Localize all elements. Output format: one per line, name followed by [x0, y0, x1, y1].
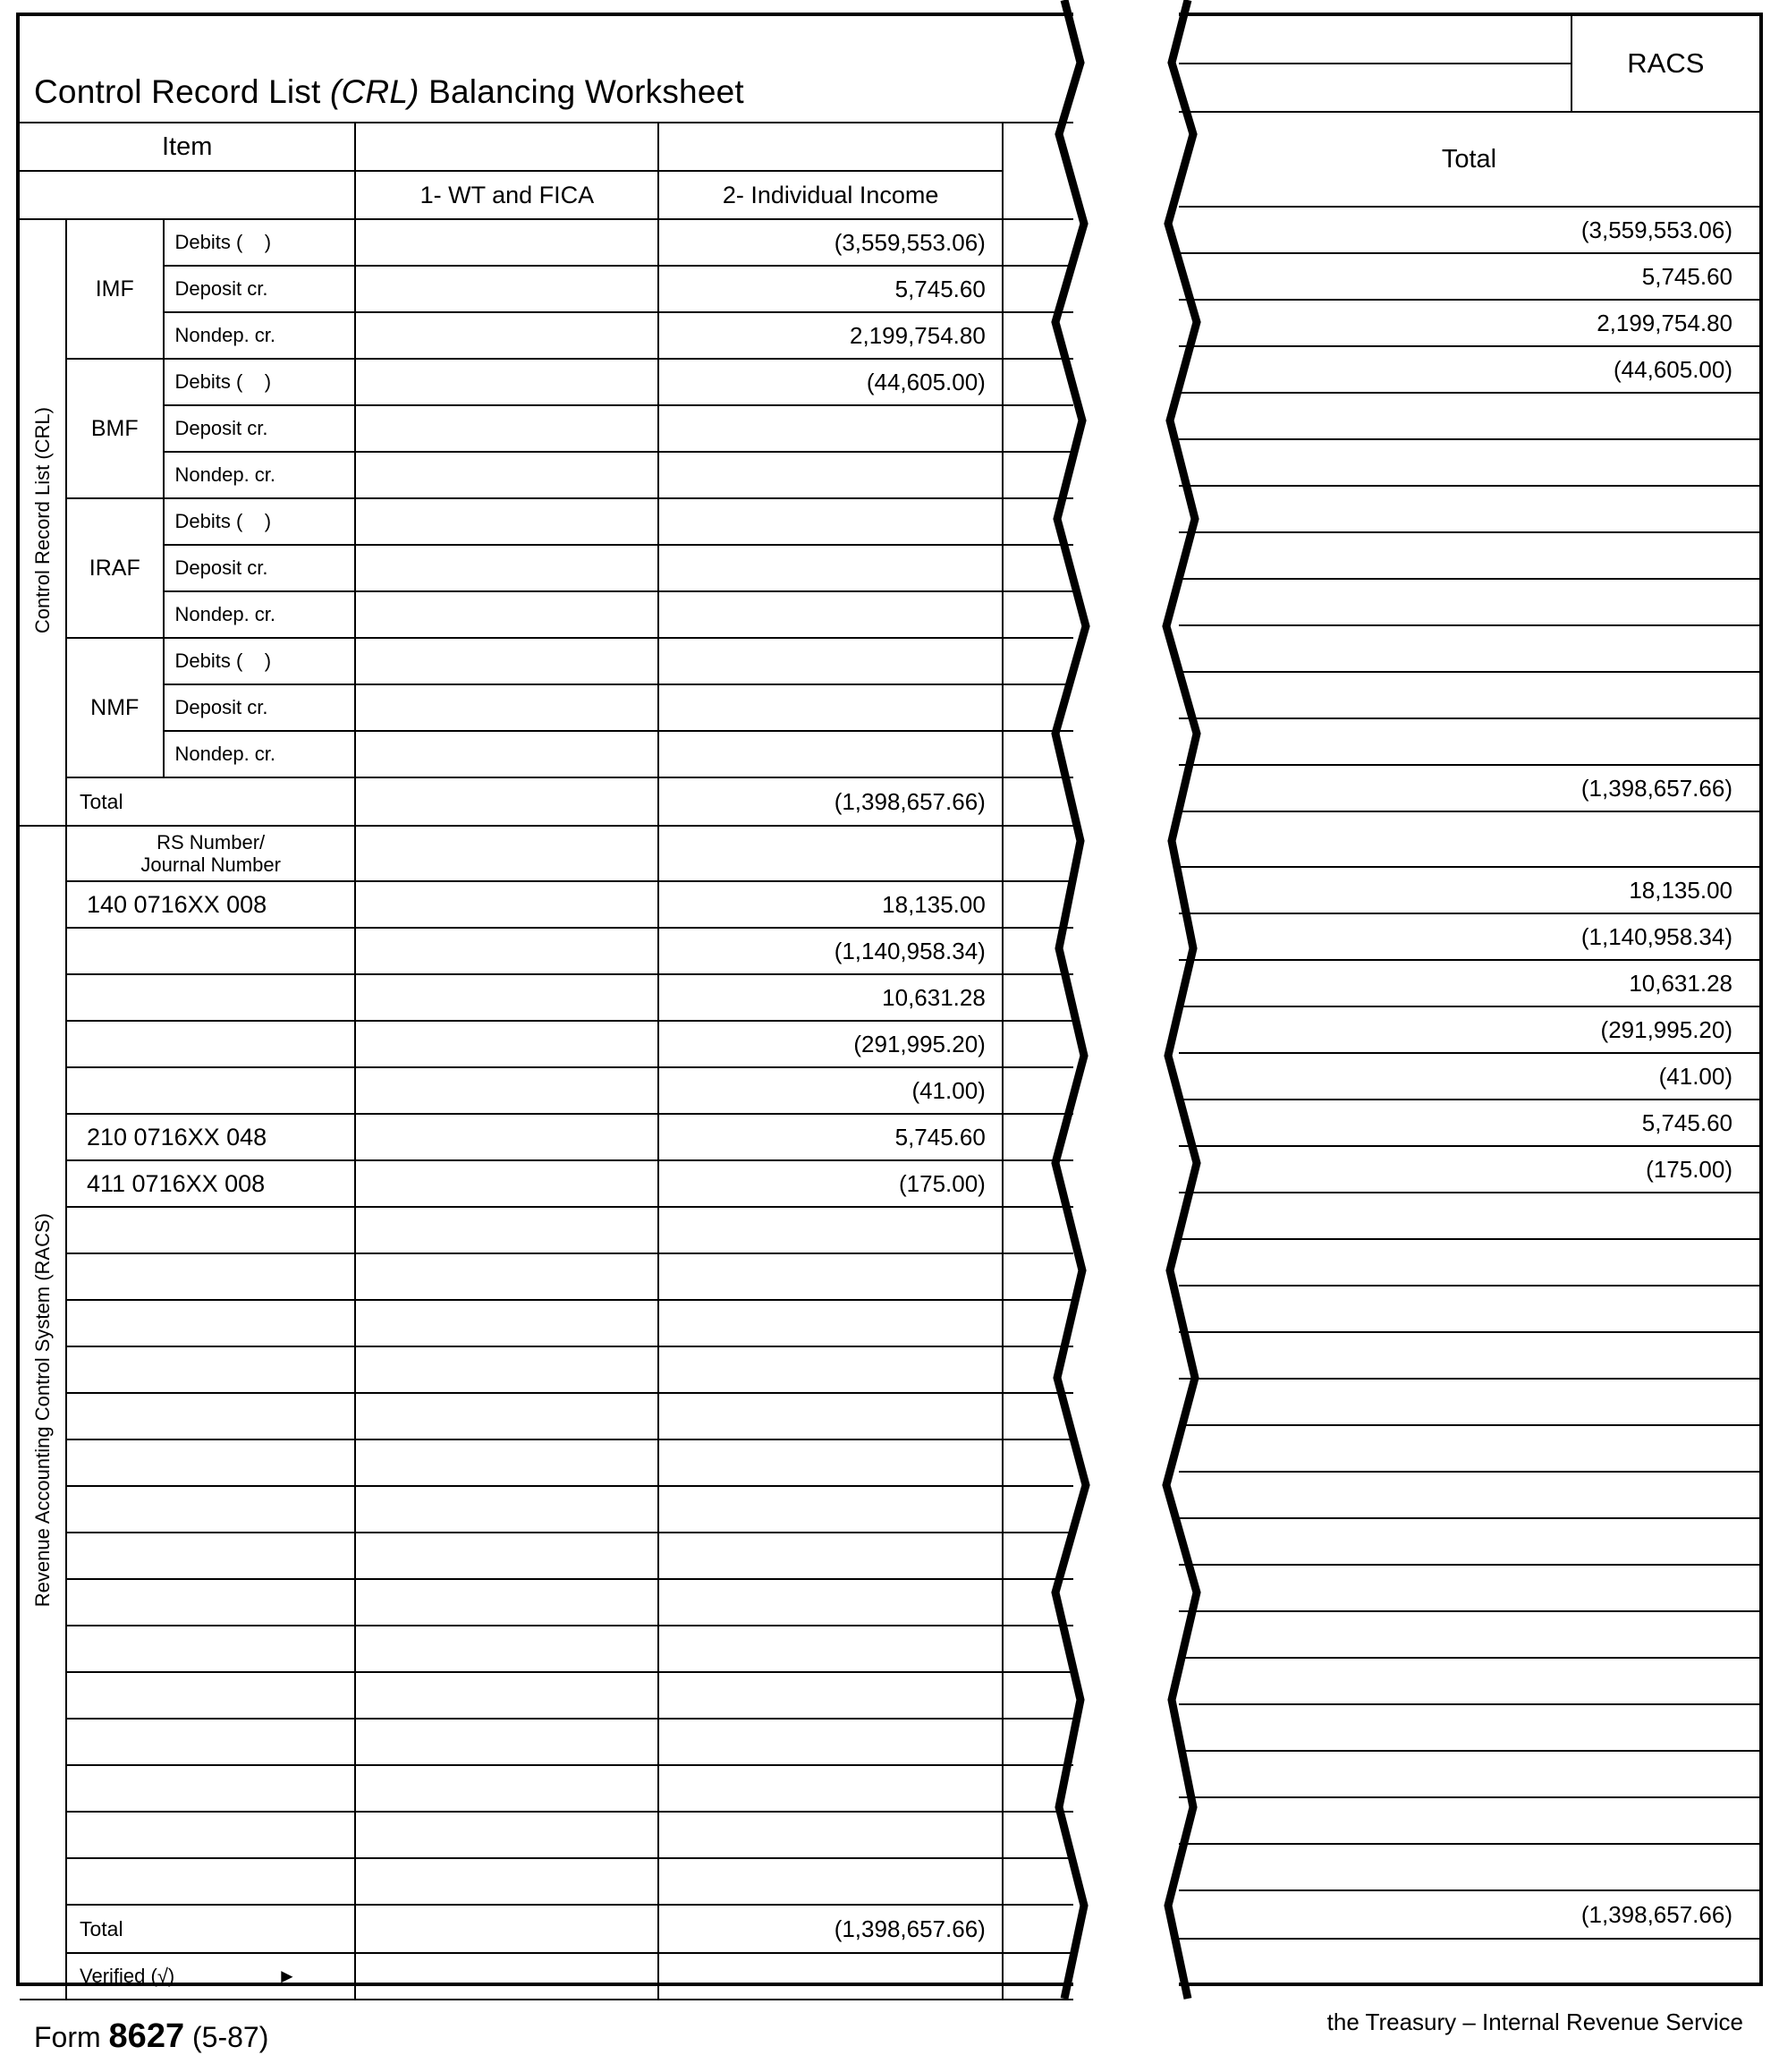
rs-number-line2: Journal Number: [140, 853, 281, 876]
racs-wt-6[interactable]: [355, 1160, 658, 1207]
row-label-close: ): [264, 370, 272, 393]
r-racs-total-20[interactable]: [1179, 1797, 1759, 1844]
racs-wt-18[interactable]: [355, 1719, 658, 1765]
group-label-iraf: IRAF: [66, 498, 164, 638]
row-label-iraf-nondep-cr: Nondep. cr.: [164, 591, 356, 638]
row-label-nmf-deposit-cr: Deposit cr.: [164, 684, 356, 731]
side-label-crl-text: Control Record List (CRL): [30, 406, 54, 634]
r-imf-debits-total[interactable]: (3,559,553.06): [1179, 207, 1759, 253]
racs-ind-15[interactable]: [658, 1579, 1002, 1626]
page-title: [20, 63, 1073, 123]
r-racs-total-2[interactable]: 10,631.28: [1179, 960, 1759, 1006]
top-blank-band: [20, 16, 1073, 63]
table-row: [20, 1812, 1073, 1858]
racs-journal-4[interactable]: [66, 1067, 355, 1114]
verified-wt[interactable]: [355, 1953, 658, 2000]
crl-total-ind[interactable]: (1,398,657.66): [658, 777, 1002, 826]
side-label-crl: [20, 219, 66, 826]
cell-imf-deposit-ind[interactable]: 5,745.60: [658, 266, 1002, 312]
racs-journal-0[interactable]: 140 0716XX 008: [66, 881, 355, 928]
racs-journal-9[interactable]: [66, 1300, 355, 1346]
racs-journal-6[interactable]: 411 0716XX 008: [66, 1160, 355, 1207]
cell-iraf-deposit-ind[interactable]: [658, 545, 1002, 591]
cell-bmf-nondep-wt[interactable]: [355, 452, 658, 498]
cell-iraf-nondep-wt[interactable]: [355, 591, 658, 638]
table-row: [20, 1533, 1073, 1579]
table-row: [20, 1021, 1073, 1067]
verified-ind[interactable]: [658, 1953, 1002, 2000]
group-label-bmf: BMF: [66, 359, 164, 498]
table-row: [20, 1719, 1073, 1765]
r-imf-nondep-total[interactable]: 2,199,754.80: [1179, 300, 1759, 346]
racs-journal-15[interactable]: [66, 1579, 355, 1626]
cell-imf-nondep-ind[interactable]: 2,199,754.80: [658, 312, 1002, 359]
racs-wt-8[interactable]: [355, 1253, 658, 1300]
r-racs-total-5[interactable]: 5,745.60: [1179, 1100, 1759, 1146]
r-racs-total-19[interactable]: [1179, 1751, 1759, 1797]
racs-ind-13[interactable]: [658, 1486, 1002, 1533]
r-racs-total-18[interactable]: [1179, 1704, 1759, 1751]
racs-wt-5[interactable]: [355, 1114, 658, 1160]
racs-journal-21[interactable]: [66, 1858, 355, 1905]
cell-bmf-nondep-ind[interactable]: [658, 452, 1002, 498]
row-label-imf-nondep-cr: Nondep. cr.: [164, 312, 356, 359]
r-verified[interactable]: [1179, 1939, 1759, 1985]
r-nmf-debits-total[interactable]: [1179, 625, 1759, 672]
form-revision: (5-87): [184, 2020, 269, 2053]
cell-nmf-nondep-wt[interactable]: [355, 731, 658, 777]
r-bmf-debits-total[interactable]: (44,605.00): [1179, 346, 1759, 393]
racs-journal-3[interactable]: [66, 1021, 355, 1067]
r-racs-total-11[interactable]: [1179, 1379, 1759, 1425]
racs-ind-7[interactable]: [658, 1207, 1002, 1253]
racs-wt-7[interactable]: [355, 1207, 658, 1253]
racs-ind-0[interactable]: 18,135.00: [658, 881, 1002, 928]
group-label-nmf: NMF: [66, 638, 164, 777]
racs-ind-4[interactable]: (41.00): [658, 1067, 1002, 1114]
crl-total-wt[interactable]: [355, 777, 658, 826]
cell-bmf-deposit-ind[interactable]: [658, 405, 1002, 452]
row-label-bmf-nondep-cr: Nondep. cr.: [164, 452, 356, 498]
racs-journal-11[interactable]: [66, 1393, 355, 1439]
cell-iraf-debits-ind[interactable]: [658, 498, 1002, 545]
racs-header-label: RACS: [1571, 16, 1759, 112]
table-row: [20, 1114, 1073, 1160]
r-rs-head: [1179, 811, 1759, 867]
row-label-bmf-debits: [164, 359, 356, 405]
racs-wt-14[interactable]: [355, 1533, 658, 1579]
racs-journal-16[interactable]: [66, 1626, 355, 1672]
racs-ind-1[interactable]: (1,140,958.34): [658, 928, 1002, 974]
cell-nmf-deposit-ind[interactable]: [658, 684, 1002, 731]
row-label-text: Debits (: [174, 650, 243, 672]
r-racs-total-21[interactable]: [1179, 1844, 1759, 1890]
table-row: [20, 1858, 1073, 1905]
table-row: [20, 1300, 1073, 1346]
r-racs-total-6[interactable]: (175.00): [1179, 1146, 1759, 1193]
racs-wt-19[interactable]: [355, 1765, 658, 1812]
form-number: 8627: [108, 2017, 185, 2055]
r-racs-total-1[interactable]: (1,140,958.34): [1179, 913, 1759, 960]
r-iraf-nondep-total[interactable]: [1179, 579, 1759, 625]
table-row: [20, 1486, 1073, 1533]
row-label-text: Debits (: [174, 370, 243, 393]
header-total: Total: [1179, 112, 1759, 207]
racs-wt-10[interactable]: [355, 1346, 658, 1393]
r-iraf-debits-total[interactable]: [1179, 486, 1759, 532]
header-item: Item: [20, 123, 355, 171]
racs-wt-0[interactable]: [355, 881, 658, 928]
racs-ind-14[interactable]: [658, 1533, 1002, 1579]
form-footer: [20, 2000, 1073, 2072]
cell-nmf-deposit-wt[interactable]: [355, 684, 658, 731]
racs-journal-2[interactable]: [66, 974, 355, 1021]
racs-journal-18[interactable]: [66, 1719, 355, 1765]
row-label-close: ): [264, 231, 272, 253]
row-label-iraf-debits: [164, 498, 356, 545]
cell-imf-nondep-wt[interactable]: [355, 312, 658, 359]
racs-wt-15[interactable]: [355, 1579, 658, 1626]
racs-wt-4[interactable]: [355, 1067, 658, 1114]
title-text-main: Control Record List: [34, 73, 330, 110]
r-racs-grand-total[interactable]: (1,398,657.66): [1179, 1890, 1759, 1939]
r-racs-total-0[interactable]: 18,135.00: [1179, 867, 1759, 913]
racs-journal-5[interactable]: 210 0716XX 048: [66, 1114, 355, 1160]
racs-journal-10[interactable]: [66, 1346, 355, 1393]
verified-text: Verified (√): [80, 1965, 175, 1987]
torn-edge-right-icon: [1109, 0, 1225, 1999]
r-iraf-deposit-total[interactable]: [1179, 532, 1759, 579]
cell-bmf-debits-ind[interactable]: (44,605.00): [658, 359, 1002, 405]
table-row: [20, 928, 1073, 974]
row-label-text: Debits (: [174, 510, 243, 532]
table-row: [20, 1207, 1073, 1253]
table-row: [20, 1067, 1073, 1114]
racs-ind-16[interactable]: [658, 1626, 1002, 1672]
row-label-nmf-nondep-cr: Nondep. cr.: [164, 731, 356, 777]
racs-journal-1[interactable]: [66, 928, 355, 974]
row-label-imf-debits: [164, 219, 356, 266]
racs-ind-10[interactable]: [658, 1346, 1002, 1393]
racs-wt-12[interactable]: [355, 1439, 658, 1486]
cell-bmf-debits-wt[interactable]: [355, 359, 658, 405]
crl-worksheet-left-panel: [16, 13, 1073, 2055]
table-row: [20, 974, 1073, 1021]
racs-wt-20[interactable]: [355, 1812, 658, 1858]
side-label-racs: [20, 826, 66, 2000]
r-racs-total-8[interactable]: [1179, 1239, 1759, 1286]
r-bmf-deposit-total[interactable]: [1179, 393, 1759, 439]
racs-ind-20[interactable]: [658, 1812, 1002, 1858]
cell-imf-debits-ind[interactable]: (3,559,553.06): [658, 219, 1002, 266]
triangle-right-icon: ►: [277, 1965, 297, 1987]
left-form-table: [20, 16, 1073, 2072]
racs-journal-7[interactable]: [66, 1207, 355, 1253]
r-racs-total-15[interactable]: [1179, 1565, 1759, 1611]
racs-ind-12[interactable]: [658, 1439, 1002, 1486]
racs-total-ind[interactable]: (1,398,657.66): [658, 1905, 1002, 1953]
racs-ind-11[interactable]: [658, 1393, 1002, 1439]
racs-total-wt[interactable]: [355, 1905, 658, 1953]
rs-head-wt[interactable]: [355, 826, 658, 881]
racs-ind-3[interactable]: (291,995.20): [658, 1021, 1002, 1067]
r-racs-total-7[interactable]: [1179, 1193, 1759, 1239]
group-label-imf: IMF: [66, 219, 164, 359]
row-label-text: Debits (: [174, 231, 243, 253]
cell-nmf-nondep-ind[interactable]: [658, 731, 1002, 777]
row-label-iraf-deposit-cr: Deposit cr.: [164, 545, 356, 591]
racs-ind-19[interactable]: [658, 1765, 1002, 1812]
racs-ind-2[interactable]: 10,631.28: [658, 974, 1002, 1021]
racs-wt-2[interactable]: [355, 974, 658, 1021]
table-row: [20, 1346, 1073, 1393]
treasury-footer: the Treasury – Internal Revenue Service: [1326, 2008, 1743, 2035]
racs-journal-14[interactable]: [66, 1533, 355, 1579]
cell-iraf-deposit-wt[interactable]: [355, 545, 658, 591]
racs-header-blank: [1179, 16, 1571, 64]
racs-wt-1[interactable]: [355, 928, 658, 974]
racs-ind-18[interactable]: [658, 1719, 1002, 1765]
table-row: [20, 1765, 1073, 1812]
racs-wt-16[interactable]: [355, 1626, 658, 1672]
rs-head-ind[interactable]: [658, 826, 1002, 881]
racs-wt-3[interactable]: [355, 1021, 658, 1067]
header-item-sub: [20, 171, 355, 219]
table-row: [20, 1439, 1073, 1486]
racs-ind-6[interactable]: (175.00): [658, 1160, 1002, 1207]
r-imf-deposit-total[interactable]: 5,745.60: [1179, 253, 1759, 300]
r-racs-total-16[interactable]: [1179, 1611, 1759, 1658]
table-row: [20, 1160, 1073, 1207]
cell-imf-debits-wt[interactable]: [355, 219, 658, 266]
r-nmf-nondep-total[interactable]: [1179, 718, 1759, 765]
cell-nmf-debits-wt[interactable]: [355, 638, 658, 684]
racs-wt-21[interactable]: [355, 1858, 658, 1905]
r-racs-total-12[interactable]: [1179, 1425, 1759, 1472]
racs-wt-17[interactable]: [355, 1672, 658, 1719]
r-racs-total-14[interactable]: [1179, 1518, 1759, 1565]
cell-imf-deposit-wt[interactable]: [355, 266, 658, 312]
header-col2-spacer: [658, 123, 1002, 171]
row-label-close: ): [264, 650, 272, 672]
r-racs-total-17[interactable]: [1179, 1658, 1759, 1704]
header-rs-journal-number: [66, 826, 355, 881]
racs-journal-12[interactable]: [66, 1439, 355, 1486]
r-racs-total-9[interactable]: [1179, 1286, 1759, 1332]
r-bmf-nondep-total[interactable]: [1179, 439, 1759, 486]
row-label-bmf-deposit-cr: Deposit cr.: [164, 405, 356, 452]
racs-ind-21[interactable]: [658, 1858, 1002, 1905]
r-racs-total-13[interactable]: [1179, 1472, 1759, 1518]
verified-label: [66, 1953, 355, 2000]
row-label-imf-deposit-cr: Deposit cr.: [164, 266, 356, 312]
table-row: [20, 1672, 1073, 1719]
row-label-close: ): [264, 510, 272, 532]
header-col-wt-fica: 1- WT and FICA: [355, 171, 658, 219]
racs-wt-11[interactable]: [355, 1393, 658, 1439]
table-row: [20, 1253, 1073, 1300]
crl-total-label: Total: [66, 777, 355, 826]
cell-nmf-debits-ind[interactable]: [658, 638, 1002, 684]
title-text-crl: (CRL): [329, 73, 419, 110]
racs-journal-20[interactable]: [66, 1812, 355, 1858]
row-label-nmf-debits: [164, 638, 356, 684]
racs-header-blank-2: [1179, 64, 1571, 112]
table-row: [20, 881, 1073, 928]
r-racs-total-10[interactable]: [1179, 1332, 1759, 1379]
racs-ind-8[interactable]: [658, 1253, 1002, 1300]
cell-iraf-debits-wt[interactable]: [355, 498, 658, 545]
racs-ind-9[interactable]: [658, 1300, 1002, 1346]
racs-ind-5[interactable]: 5,745.60: [658, 1114, 1002, 1160]
racs-journal-8[interactable]: [66, 1253, 355, 1300]
r-nmf-deposit-total[interactable]: [1179, 672, 1759, 718]
title-text-tail: Balancing Worksheet: [419, 73, 744, 110]
racs-wt-13[interactable]: [355, 1486, 658, 1533]
r-crl-total[interactable]: (1,398,657.66): [1179, 765, 1759, 811]
racs-wt-9[interactable]: [355, 1300, 658, 1346]
racs-journal-13[interactable]: [66, 1486, 355, 1533]
racs-ind-17[interactable]: [658, 1672, 1002, 1719]
r-racs-total-3[interactable]: (291,995.20): [1179, 1006, 1759, 1053]
table-row: [20, 1393, 1073, 1439]
cell-bmf-deposit-wt[interactable]: [355, 405, 658, 452]
right-form-table: [1179, 16, 1759, 2058]
header-col1-spacer: [355, 123, 658, 171]
r-racs-total-4[interactable]: (41.00): [1179, 1053, 1759, 1100]
rs-number-line1: RS Number/: [157, 830, 266, 853]
racs-journal-17[interactable]: [66, 1672, 355, 1719]
racs-total-label: Total: [66, 1905, 355, 1953]
cell-iraf-nondep-ind[interactable]: [658, 591, 1002, 638]
table-row: [20, 1579, 1073, 1626]
side-label-racs-text: Revenue Accounting Control System (RACS): [30, 1213, 54, 1608]
racs-journal-19[interactable]: [66, 1765, 355, 1812]
racs-total-right-panel: [1179, 13, 1763, 2035]
header-col-individual-income: 2- Individual Income: [658, 171, 1002, 219]
form-label: Form: [34, 2020, 109, 2053]
table-row: [20, 1626, 1073, 1672]
